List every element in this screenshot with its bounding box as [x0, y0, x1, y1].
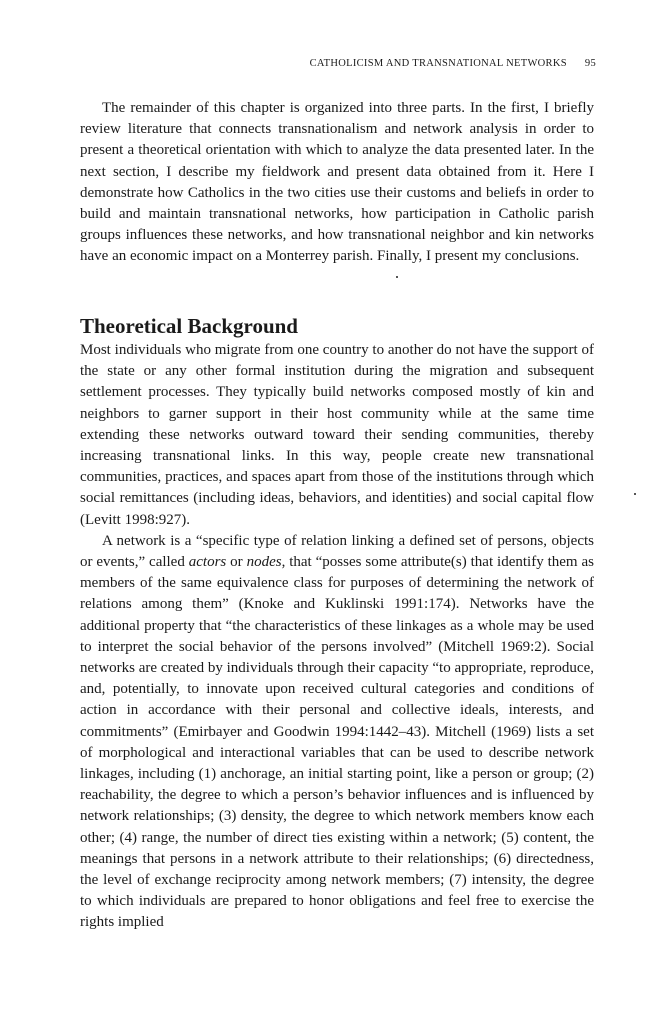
- running-head-title: CATHOLICISM AND TRANSNATIONAL NETWORKS: [309, 58, 567, 69]
- intro-paragraph: The remainder of this chapter is organized into three parts. In the first, I briefly review literature that connects transnationalism and network analysis in order to present a theoretical orientation with which to analyze the data presented later. In the next section, I describe my fieldwork and present data obtained from it. Here I demonstrate how Catholics in the two cities use their customs and beliefs in order to build and maintain transnational networks, how participation in Catholic parish groups influences these networks, and how transnational neighbor and kin networks have an economic impact on a Monterrey parish. Finally, I present my conclusions.: [80, 100, 594, 265]
- section-paragraph-1: Most individuals who migrate from one country to another do not have the support of the state or any other formal institution during the migration and subsequent settlement processes. They typically build networks composed mostly of kin and neighbors to garner support in their host community while at the same time extending these networks outward toward their sending communities, thereby increasing transnational links. In this way, people create new transnational communities, practices, and spaces apart from those of the institutions through which social remittances (including ideas, behaviors, and identities) and social capital flow (Levitt 1998:927).: [80, 342, 594, 528]
- paragraph-2-text-b: , that “posses some attribute(s) that identify them as members of the same equivalence class for purposes of determining the network of relations among them” (Knoke and Kuklinski 1991:174). Networks have the additional property that “the characteristics of these linkages as a whole may be used to interpret the social behavior of the persons involved” (Mitchell 1969:2). Social networks are created by individuals through their capacity “to appropriate, reproduce, and, potentially, to innovate upon received cultural categories and conditions of action in accordance with their personal and collective ideals, interests, and commitments” (Emirbayer and Goodwin 1994:1442–43). Mitchell (1969) lists a set of morphological and interactional variables that can be used to describe network linkages, including (1) anchorage, an initial starting point, like a person or group; (2) reachability, the degree to which a person’s behavior influences and is influenced by network relationships; (3) density, the degree to which network members know each other; (4) range, the number of direct ties existing within a network; (5) content, the meanings that persons in a network attribute to their relationships; (6) directedness, the level of exchange reciprocity among network members; (7) intensity, the degree to which individuals are prepared to honor obligations and feel free to exercise the rights implied: [80, 554, 594, 931]
- intro-section: [80, 98, 594, 268]
- section-heading: Theoretical Background: [80, 314, 298, 338]
- paragraph-2-text-a: A network is a “specific type of relation linking a defined set of persons, objects or events,” called: [80, 532, 594, 571]
- section-paragraph-2: [80, 531, 594, 934]
- term-nodes: nodes: [246, 554, 282, 571]
- running-head: [80, 58, 596, 69]
- term-actors: actors: [188, 554, 227, 571]
- section-body: [80, 340, 594, 934]
- paragraph-2-connector: or: [226, 554, 247, 571]
- stray-mark: [396, 276, 398, 278]
- stray-mark: [634, 493, 636, 495]
- page-number: 95: [584, 58, 596, 69]
